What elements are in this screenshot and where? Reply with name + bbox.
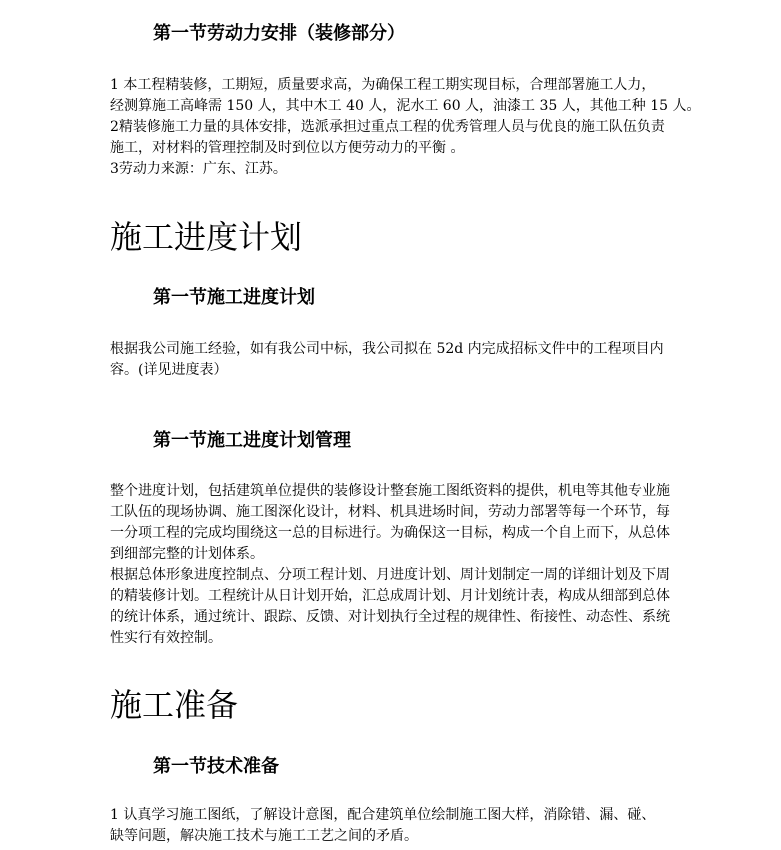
paragraph-line: 根据总体形象进度控制点、分项工程计划、月进度计划、周计划制定一周的详细计划及下周 — [110, 567, 670, 583]
paragraph-line: 容。(详见进度表） — [110, 362, 228, 378]
paragraph-line: 2精装修施工力量的具体安排，选派承担过重点工程的优秀管理人员与优良的施工队伍负责 — [110, 119, 665, 135]
paragraph-line: 性实行有效控制。 — [110, 630, 222, 646]
paragraph-line: 一分项工程的完成均围绕这一总的目标进行。为确保这一目标，构成一个自上而下，从总体 — [110, 525, 670, 541]
paragraph-line: 整个进度计划，包括建筑单位提供的装修设计整套施工图纸资料的提供，机电等其他专业施 — [110, 483, 670, 499]
paragraph-line: 缺等问题，解决施工技术与施工工艺之间的矛盾。 — [110, 828, 418, 844]
paragraph-line: 3劳动力来源：广东、江苏。 — [110, 161, 287, 177]
section-heading-technical-prep: 第一节技术准备 — [153, 756, 279, 777]
paragraph-line: 经测算施工高峰需 150 人，其中木工 40 人，泥水工 60 人，油漆工 35 人，其他工种 15 人。 — [110, 98, 701, 114]
paragraph-technical-prep — [110, 805, 670, 847]
paragraph-line: 1 本工程精装修，工期短，质量要求高，为确保工程工期实现目标，合理部署施工人力， — [110, 77, 656, 93]
section-heading-progress-plan: 第一节施工进度计划 — [153, 287, 315, 308]
section-heading-progress-management: 第一节施工进度计划管理 — [153, 430, 351, 451]
paragraph-progress-plan — [110, 339, 670, 381]
section-heading-labor: 第一节劳动力安排（装修部分） — [153, 23, 405, 44]
paragraph-line: 1 认真学习施工图纸，了解设计意图，配合建筑单位绘制施工图大样，消除错、漏、碰、 — [110, 807, 656, 823]
paragraph-labor — [110, 75, 701, 180]
paragraph-line: 的精装修计划。工程统计从日计划开始，汇总成周计划、月计划统计表，构成从细部到总体 — [110, 588, 670, 604]
paragraph-progress-management — [110, 481, 670, 649]
chapter-title-progress: 施工进度计划 — [110, 218, 303, 256]
paragraph-line: 根据我公司施工经验，如有我公司中标，我公司拟在 52d 内完成招标文件中的工程项目内 — [110, 341, 664, 357]
chapter-title-preparation: 施工准备 — [110, 686, 239, 724]
paragraph-line: 到细部完整的计划体系。 — [110, 546, 264, 562]
paragraph-line: 的统计体系，通过统计、跟踪、反馈、对计划执行全过程的规律性、衔接性、动态性、系统 — [110, 609, 670, 625]
paragraph-line: 施工，对材料的管理控制及时到位以方便劳动力的平衡 。 — [110, 140, 465, 156]
paragraph-line: 工队伍的现场协调、施工图深化设计，材料、机具进场时间，劳动力部署等每一个环节，每 — [110, 504, 670, 520]
